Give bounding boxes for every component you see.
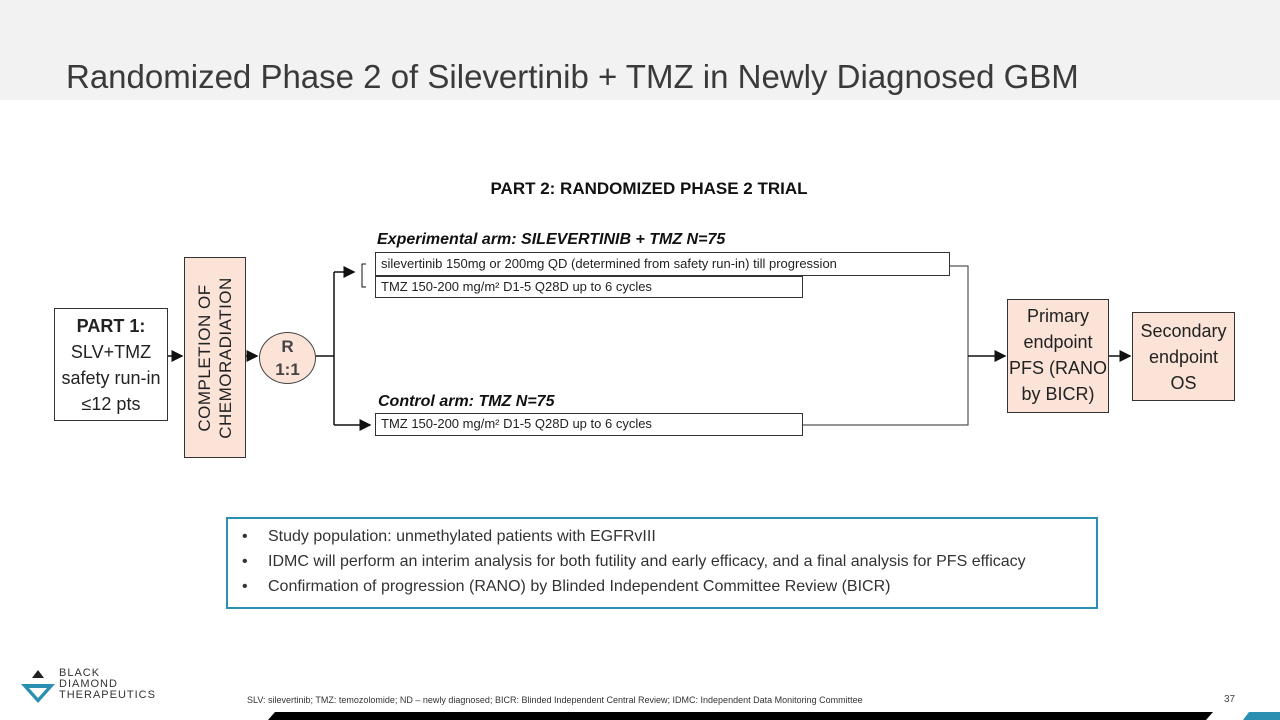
footnote: SLV: silevertinib; TMZ: temozolomide; ND – newly diagnosed; BICR: Blinded Independent Central Review; IDMC: Independent Data Monitoring Committee (247, 695, 863, 705)
part1-box (54, 308, 168, 421)
randomization-ratio: 1:1 (275, 360, 300, 379)
page-number: 37 (1224, 694, 1236, 705)
primary-line: endpoint (1023, 332, 1093, 352)
logo-line: DIAMOND (59, 678, 118, 690)
secondary-endpoint-box (1132, 312, 1235, 401)
experimental-bracket (362, 264, 366, 287)
secondary-line: Secondary (1140, 321, 1227, 341)
part1-line: ≤12 pts (81, 394, 141, 414)
company-logo-text (59, 668, 156, 701)
line-control-out (803, 356, 968, 425)
primary-line: Primary (1027, 306, 1089, 326)
part1-line: safety run-in (61, 368, 161, 388)
part1-line: SLV+TMZ (70, 342, 152, 362)
chemo-line1: COMPLETION OF (195, 283, 214, 432)
logo-line: THERAPEUTICS (59, 689, 156, 701)
bullet-item: • IDMC will perform an interim analysis for both futility and early efficacy, and a final analysis for PFS efficacy (242, 549, 1086, 574)
footer-accent (1243, 712, 1280, 720)
bullet-item: • Confirmation of progression (RANO) by Blinded Independent Committee Review (BICR) (242, 574, 1086, 599)
control-item-tmz: TMZ 150-200 mg/m² D1-5 Q28D up to 6 cycles (375, 413, 803, 436)
randomization-circle (259, 332, 316, 384)
chemo-line2: CHEMORADIATION (216, 276, 235, 439)
control-arm-label: Control arm: TMZ N=75 (378, 393, 555, 410)
footer-bar (268, 712, 1213, 720)
part1-title: PART 1: (76, 316, 146, 336)
secondary-line: OS (1170, 373, 1197, 393)
secondary-line: endpoint (1148, 347, 1219, 367)
part2-heading: PART 2: RANDOMIZED PHASE 2 TRIAL (490, 179, 808, 198)
bullet-list-box (226, 517, 1098, 609)
primary-line: PFS (RANO (1008, 358, 1107, 378)
experimental-item-silevertinib: silevertinib 150mg or 200mg QD (determined from safety run-in) till progression (375, 252, 950, 276)
randomization-r: R (281, 337, 294, 356)
page-title: Randomized Phase 2 of Silevertinib + TMZ in Newly Diagnosed GBM (66, 58, 1079, 95)
chemoradiation-box (184, 257, 246, 458)
logo-diamond-icon (21, 670, 55, 703)
primary-line: by BICR) (1021, 384, 1095, 404)
line-experimental-out (950, 266, 968, 356)
bullet-item: • Study population: unmethylated patients with EGFRvIII (242, 524, 1086, 549)
primary-endpoint-box (1007, 299, 1109, 413)
logo-line: BLACK (59, 667, 101, 679)
experimental-item-tmz: TMZ 150-200 mg/m² D1-5 Q28D up to 6 cycles (375, 276, 803, 298)
experimental-arm-label: Experimental arm: SILEVERTINIB + TMZ N=75 (377, 231, 726, 248)
